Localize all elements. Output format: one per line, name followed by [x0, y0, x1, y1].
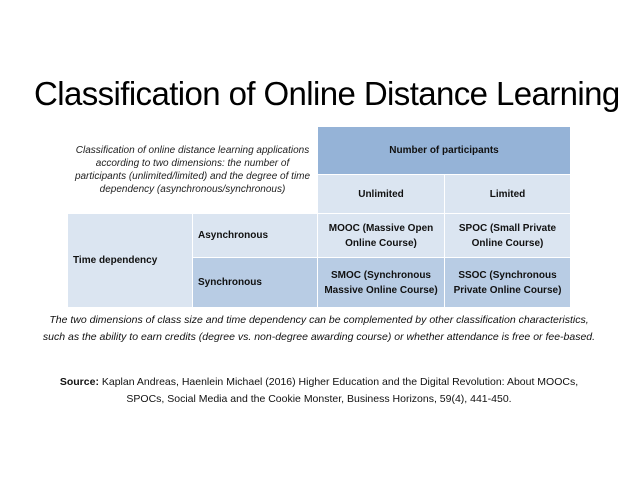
- source-citation: [40, 374, 598, 408]
- table-description: Classification of online distance learning applications according to two dimensions: the number of participants (unlimited/limited) and the degree of time dependency (asynchronous/synchronous): [68, 127, 318, 214]
- ssoc-cell: SSOC (Synchronous Private Online Course): [445, 258, 571, 308]
- time-dependency-header: Time dependency: [68, 214, 193, 308]
- classification-table: [67, 126, 571, 308]
- smoc-cell: SMOC (Synchronous Massive Online Course): [318, 258, 445, 308]
- row-asynchronous-header: Asynchronous: [193, 214, 318, 258]
- source-text: Kaplan Andreas, Haenlein Michael (2016) Higher Education and the Digital Revolution: About MOOCs, SPOCs, Social Media and the Cookie Monster, Business Horizons, 59(4), 441-450.: [98, 376, 579, 405]
- source-label: Source:: [59, 376, 99, 388]
- spoc-cell: SPOC (Small Private Online Course): [445, 214, 571, 258]
- number-of-participants-header: Number of participants: [318, 127, 571, 175]
- col-limited-header: Limited: [445, 175, 571, 214]
- col-unlimited-header: Unlimited: [318, 175, 445, 214]
- mooc-cell: MOOC (Massive Open Online Course): [318, 214, 445, 258]
- slide-title: Classification of Online Distance Learning: [34, 75, 620, 112]
- classification-note: The two dimensions of class size and time dependency can be complemented by other classification characteristics, such as the ability to earn credits (degree vs. non-degree awarding course) or whether attendance is free or fee-based.: [42, 314, 596, 343]
- row-synchronous-header: Synchronous: [193, 258, 318, 308]
